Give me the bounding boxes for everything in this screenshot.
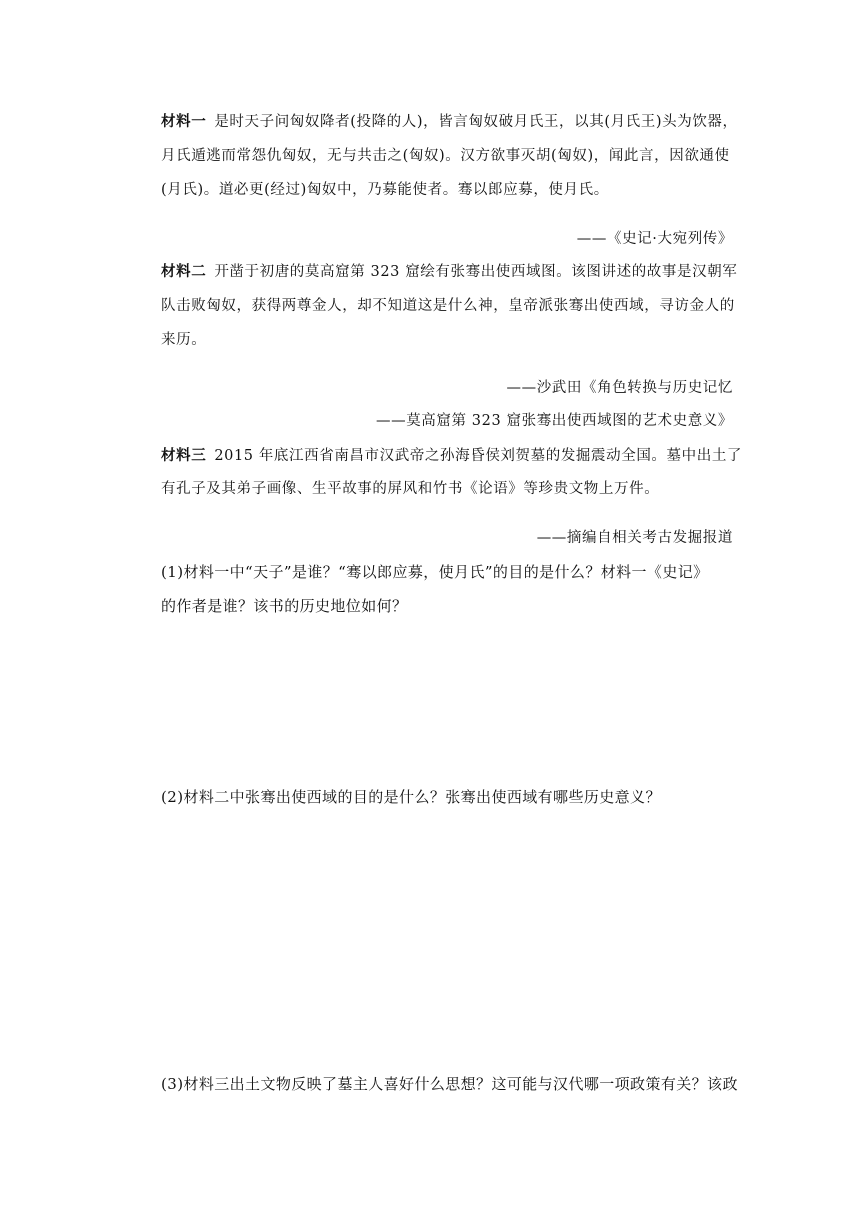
- material2-line1: [161, 262, 736, 282]
- material2-line2: 队击败匈奴，获得两尊金人，却不知道这是什么神，皇帝派张骞出使西域，寻访金人的: [161, 298, 735, 314]
- material1-text1: 是时天子问匈奴降者(投降的人)，皆言匈奴破月氏王，以其(月氏王)头为饮器，: [214, 114, 738, 130]
- material1-line3: (月氏)。道必更(经过)匈奴中，乃募能使者。骞以郎应募，使月氏。: [161, 182, 609, 198]
- material3-source: ——摘编自相关考古发掘报道: [536, 530, 733, 546]
- material3-line1: [161, 446, 743, 466]
- material1-line2: 月氏遁逃而常怨仇匈奴，无与共击之(匈奴)。汉方欲事灭胡(匈奴)，闻此言，因欲通使: [161, 148, 730, 164]
- material1-source: ——《史记·大宛列传》: [576, 231, 733, 247]
- material2-line3: 来历。: [161, 332, 207, 348]
- material2-label: 材料二: [161, 263, 207, 280]
- material2-source2: ——莫高窟第 323 窟张骞出使西域图的艺术史意义》: [376, 413, 733, 429]
- question3-line1: (3)材料三出土文物反映了墓主人喜好什么思想？这可能与汉代哪一项政策有关？该政: [161, 1075, 738, 1093]
- question1-line2: 的作者是谁？该书的历史地位如何？: [161, 597, 408, 615]
- material1-line1: [161, 112, 736, 132]
- material2-source1: ——沙武田《角色转换与历史记忆: [506, 380, 733, 396]
- material3-text1: 2015 年底江西省南昌市汉武帝之孙海昏侯刘贺墓的发掘震动全国。墓中出土了: [214, 448, 743, 464]
- material3-line2: 有孔子及其弟子画像、生平故事的屏风和竹书《论语》等珍贵文物上万件。: [161, 481, 660, 497]
- material2-text1: 开凿于初唐的莫高窟第 323 窟绘有张骞出使西域图。该图讲述的故事是汉朝军: [214, 264, 738, 280]
- material1-label: 材料一: [161, 113, 207, 130]
- question1-line1: (1)材料一中“天子”是谁？“骞以郎应募，使月氏”的目的是什么？材料一《史记》: [161, 563, 709, 581]
- material3-label: 材料三: [161, 447, 207, 464]
- question2-line1: (2)材料二中张骞出使西域的目的是什么？张骞出使西域有哪些历史意义？: [161, 788, 661, 806]
